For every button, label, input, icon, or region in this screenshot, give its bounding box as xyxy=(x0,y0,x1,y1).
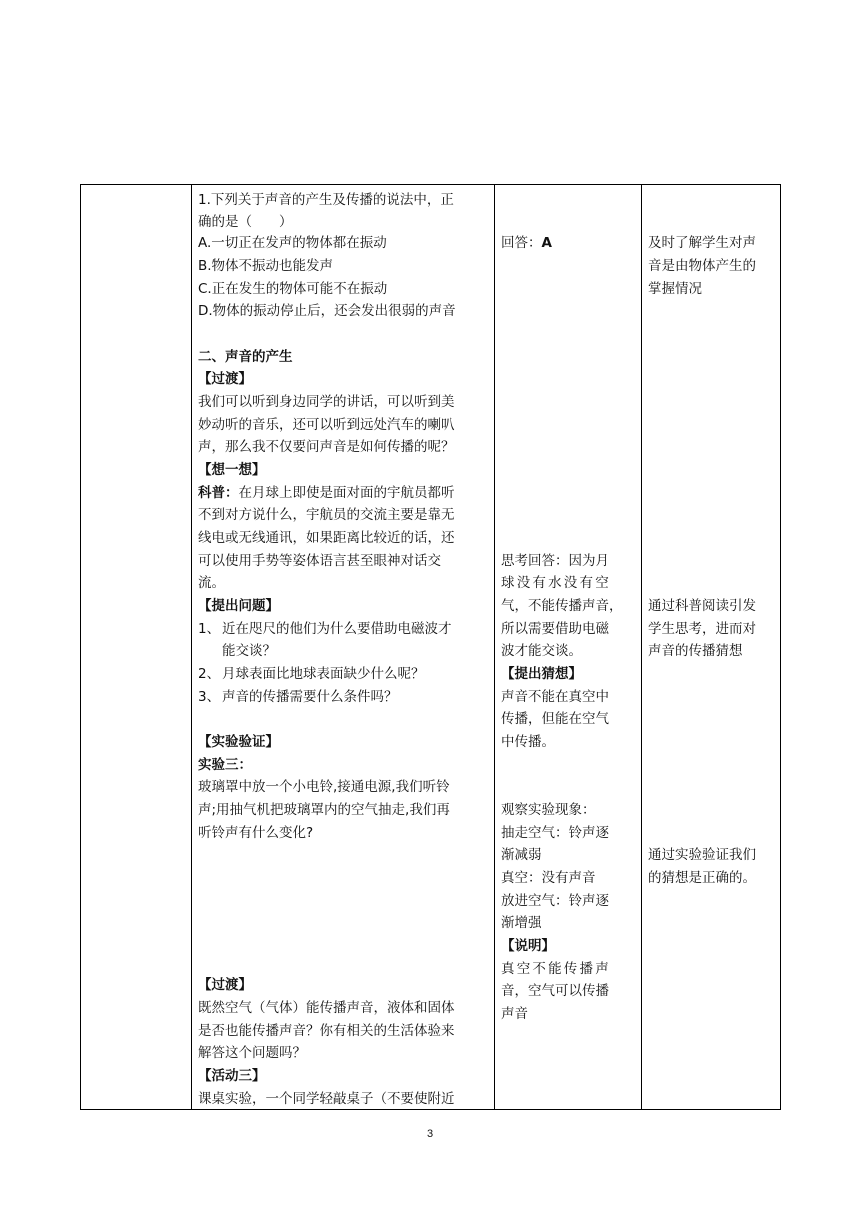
note-text: 音，空气可以传播 xyxy=(501,983,609,999)
transition-text: 妙动听的音乐，还可以听到远处汽车的喇叭 xyxy=(198,417,455,433)
guess-text: 声音不能在真空中 xyxy=(501,689,609,705)
transition-text: 是否也能传播声音？你有相关的生活体验来 xyxy=(198,1023,455,1039)
guess-text: 中传播。 xyxy=(501,734,555,750)
note-heading: 【说明】 xyxy=(501,938,555,954)
question-text: 能交谈？ xyxy=(222,643,276,659)
question-num: 2、 xyxy=(198,666,221,682)
quiz-question: 1.下列关于声音的产生及传播的说法中，正 xyxy=(198,192,454,208)
observation-text: 真空：没有声音 xyxy=(501,870,596,886)
observation-text: 抽走空气：铃声逐 xyxy=(501,825,609,841)
intent-text: 掌握情况 xyxy=(648,281,702,297)
note-text: 真空不能传播声 xyxy=(501,961,611,977)
transition-text: 我们可以听到身边同学的讲话，可以听到美 xyxy=(198,394,455,410)
science-text: 科普：在月球上即使是面对面的宇航员都听 xyxy=(198,485,455,501)
design-intent-column xyxy=(642,185,780,1109)
page-number: 3 xyxy=(426,1128,434,1140)
intent-text: 通过实验验证我们 xyxy=(648,847,756,863)
transition-heading: 【过渡】 xyxy=(198,371,252,387)
transition-heading: 【过渡】 xyxy=(198,977,252,993)
reply-text: 波才能交谈。 xyxy=(501,643,582,659)
science-label: 科普： xyxy=(198,485,239,501)
observation-text: 渐增强 xyxy=(501,915,542,931)
blank-column xyxy=(81,185,191,1109)
teacher-activity-column xyxy=(192,185,494,1109)
section-title: 二、声音的产生 xyxy=(198,349,293,365)
student-activity-column xyxy=(495,185,641,1109)
question-num: 1、 xyxy=(198,621,221,637)
reply-text: 思考回答：因为月 xyxy=(501,553,609,569)
science-text: 可以使用手势等姿体语言甚至眼神对话交 xyxy=(198,553,441,569)
note-text: 声音 xyxy=(501,1006,528,1022)
activity-heading: 【活动三】 xyxy=(198,1068,266,1084)
lesson-plan-table xyxy=(80,184,781,1110)
reply-text: 气，不能传播声音， xyxy=(501,598,623,614)
intent-text: 学生思考，进而对 xyxy=(648,621,756,637)
transition-text: 既然空气（气体）能传播声音，液体和固体 xyxy=(198,1000,455,1016)
verify-heading: 【实验验证】 xyxy=(198,734,279,750)
answer-value: A xyxy=(541,235,552,251)
observation-text: 放进空气：铃声逐 xyxy=(501,893,609,909)
guess-text: 传播，但能在空气 xyxy=(501,711,609,727)
transition-text: 声，那么我不仅要问声音是如何传播的呢？ xyxy=(198,439,455,455)
quiz-option-b: B.物体不振动也能发声 xyxy=(198,258,334,274)
intent-text: 及时了解学生对声 xyxy=(648,235,756,251)
quiz-option-a: A.一切正在发声的物体都在振动 xyxy=(198,235,387,251)
quiz-option-c: C.正在发生的物体可能不在振动 xyxy=(198,281,388,297)
experiment-text: 听铃声有什么变化? xyxy=(198,825,314,841)
quiz-question: 确的是（ ） xyxy=(198,214,293,230)
quiz-option-d: D.物体的振动停止后，还会发出很弱的声音 xyxy=(198,303,456,319)
activity-text: 课桌实验，一个同学轻敲桌子（不要使附近 xyxy=(198,1091,455,1107)
observation-text: 渐减弱 xyxy=(501,847,542,863)
intent-text: 声音的传播猜想 xyxy=(648,643,743,659)
question-text: 近在咫尺的他们为什么要借助电磁波才 xyxy=(222,621,452,637)
think-heading: 【想一想】 xyxy=(198,462,266,478)
experiment-label: 实验三： xyxy=(198,757,252,773)
reply-text: 所以需要借助电磁 xyxy=(501,621,609,637)
intent-text: 的猜想是正确的。 xyxy=(648,870,756,886)
intent-text: 音是由物体产生的 xyxy=(648,258,756,274)
answer-line: 回答：A xyxy=(501,235,552,251)
experiment-text: 玻璃罩中放一个小电铃,接通电源,我们听铃 xyxy=(198,779,450,795)
question-num: 3、 xyxy=(198,689,221,705)
question-text: 声音的传播需要什么条件吗？ xyxy=(222,689,398,705)
ask-heading: 【提出问题】 xyxy=(198,598,279,614)
question-text: 月球表面比地球表面缺少什么呢？ xyxy=(222,666,425,682)
science-text: 流。 xyxy=(198,575,225,591)
reply-text: 球没有水没有空 xyxy=(501,575,611,591)
transition-text: 解答这个问题吗？ xyxy=(198,1045,306,1061)
science-text: 不到对方说什么，宇航员的交流主要是靠无 xyxy=(198,507,455,523)
observation-text: 观察实验现象： xyxy=(501,802,596,818)
science-text: 线电或无线通讯，如果距离比较近的话，还 xyxy=(198,530,455,546)
intent-text: 通过科普阅读引发 xyxy=(648,598,756,614)
guess-heading: 【提出猜想】 xyxy=(501,666,582,682)
experiment-text: 声;用抽气机把玻璃罩内的空气抽走,我们再 xyxy=(198,802,450,818)
